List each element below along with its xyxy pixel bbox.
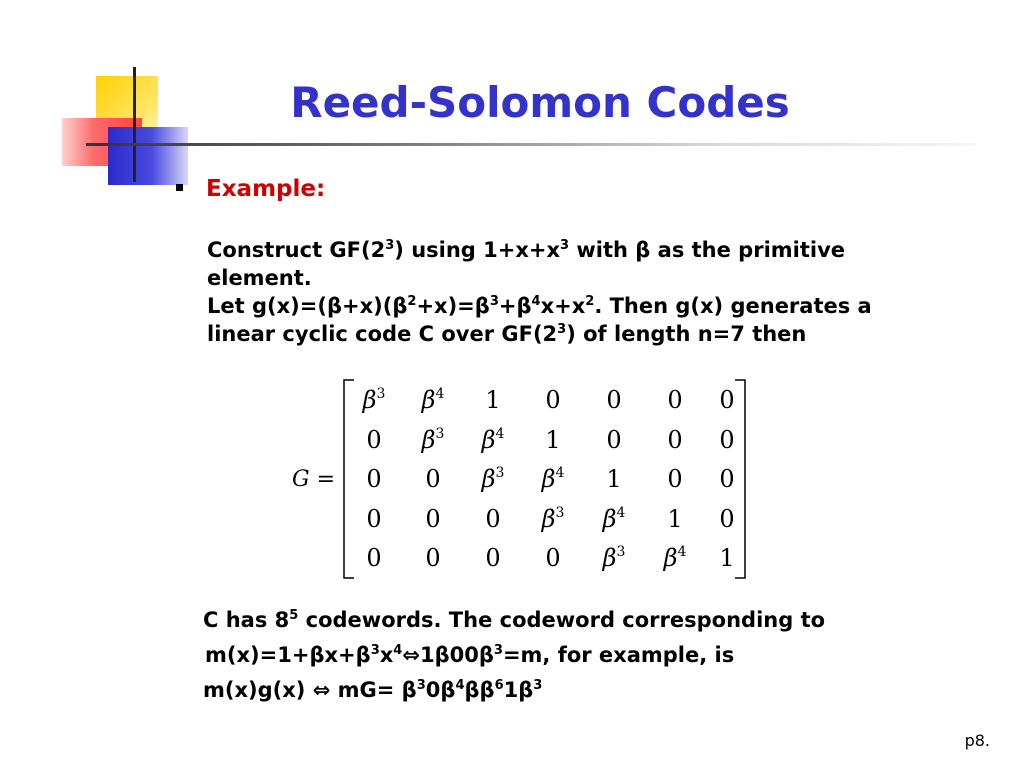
codeword-line-1: C has $8^5$ codewords. The codeword corresponding to — [203, 608, 826, 632]
codeword-line-2: $m(x)=1+\beta x+\beta^3x^4\Leftrightarrow 1\beta 00\beta^3=m$, for example, is — [205, 643, 735, 667]
matrix-entry: 0 — [545, 386, 561, 414]
matrix-entry: $\beta^4$ — [481, 426, 505, 454]
matrix-entry: $\beta^3$ — [602, 544, 626, 572]
matrix-entry: 0 — [366, 465, 382, 493]
body-line-3: Let $g(x)=(\beta+x)(\beta^2+x)=\beta^3+\beta^4x+x^2$. Then g(x) generates a — [207, 294, 872, 318]
matrix-entry: 0 — [667, 465, 683, 493]
matrix-left-bracket — [344, 380, 354, 578]
matrix-entry: 0 — [667, 386, 683, 414]
matrix-entry: 0 — [425, 544, 441, 572]
matrix-entry: $\beta^3$ — [362, 386, 386, 414]
matrix-entry: 1 — [545, 426, 561, 454]
example-label: Example: — [206, 176, 326, 202]
body-line-1: Construct $GF(2^3)$ using $1+x+x^3$ with β as the primitive — [207, 238, 846, 262]
matrix-label: G = — [292, 467, 336, 492]
matrix-entry: $\beta^3$ — [541, 505, 565, 533]
body-line-4: linear cyclic code C over $GF(2^3)$ of length n=7 then — [207, 322, 807, 346]
body-line-2: element. — [207, 266, 312, 290]
matrix-entry: 0 — [485, 505, 501, 533]
matrix-entry: 0 — [719, 426, 735, 454]
matrix-entry: 1 — [606, 465, 622, 493]
matrix-entry: $\beta^3$ — [481, 465, 505, 493]
matrix-right-bracket — [735, 380, 745, 578]
matrix-entry: $\beta^4$ — [421, 386, 445, 414]
matrix-entry: 0 — [485, 544, 501, 572]
matrix-entry: 0 — [425, 465, 441, 493]
matrix-entry: 0 — [719, 465, 735, 493]
matrix-entry: 0 — [719, 386, 735, 414]
matrix-entry: 0 — [719, 505, 735, 533]
matrix-entry: 0 — [366, 426, 382, 454]
matrix-entry: 0 — [606, 386, 622, 414]
codeword-line-3: m(x)g(x) ⇔ $mG= \beta^30\beta^4\beta\beta^61\beta^3$ — [203, 678, 543, 702]
matrix-entry: 0 — [366, 505, 382, 533]
matrix-entry: 0 — [366, 544, 382, 572]
matrix-entry: 0 — [545, 544, 561, 572]
matrix-entry: $\beta^3$ — [421, 426, 445, 454]
matrix-entry: $\beta^4$ — [663, 544, 687, 572]
matrix-entry: 0 — [425, 505, 441, 533]
matrix-entry: 0 — [606, 426, 622, 454]
matrix-entry: 0 — [667, 426, 683, 454]
matrix-entry: $\beta^4$ — [541, 465, 565, 493]
slide-title: Reed-Solomon Codes — [290, 78, 790, 127]
matrix-entry: 1 — [719, 544, 735, 572]
matrix-entry: 1 — [485, 386, 501, 414]
matrix-entry: $\beta^4$ — [602, 505, 626, 533]
page-number: p8. — [964, 731, 990, 750]
matrix-entry: 1 — [667, 505, 683, 533]
